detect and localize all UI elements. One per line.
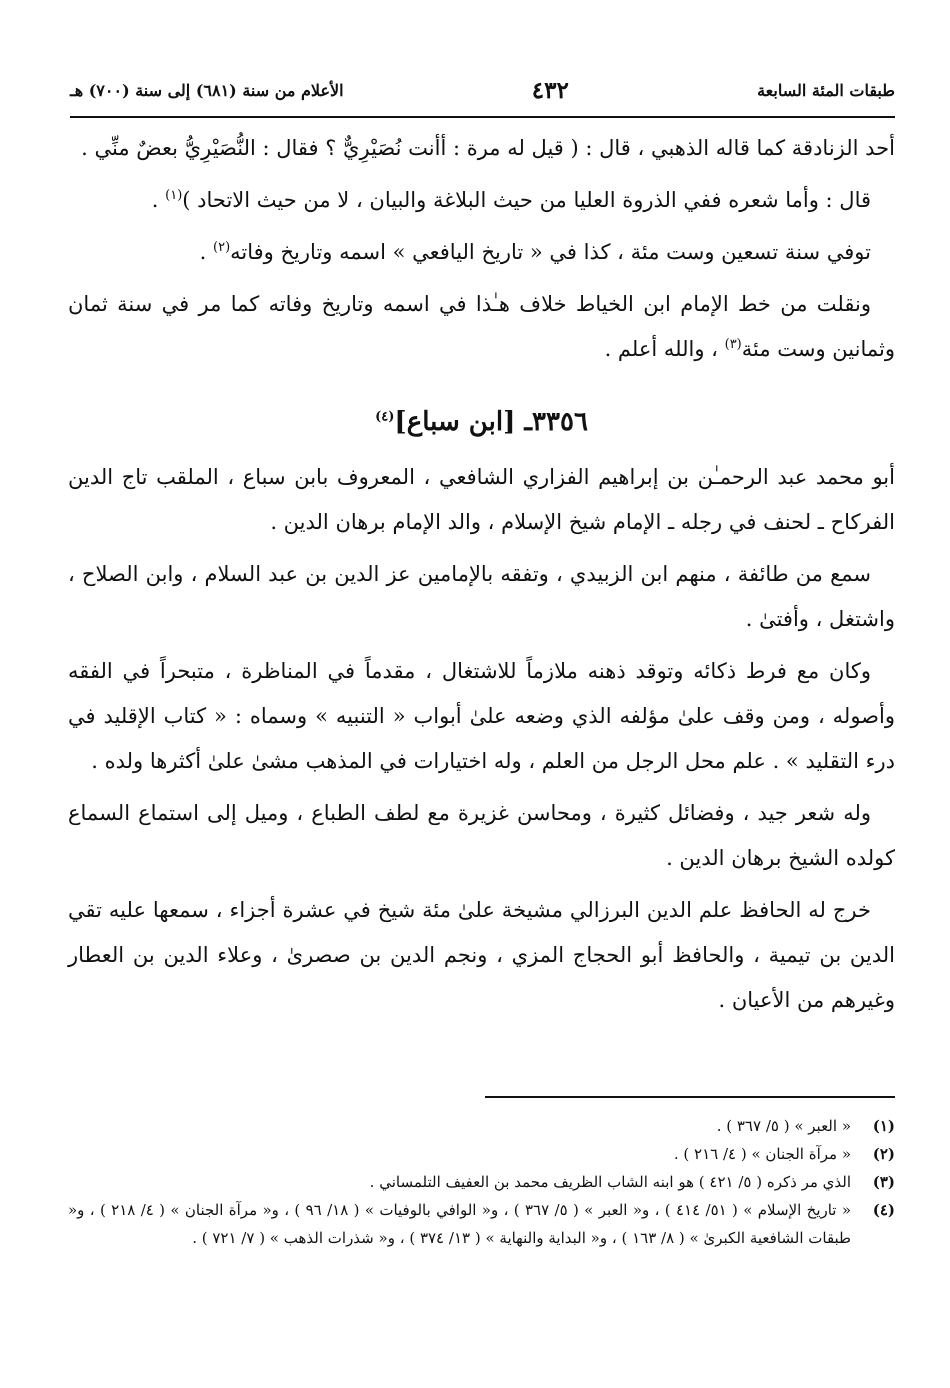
paragraph-end: . (199, 240, 213, 264)
paragraph-end: . (151, 188, 166, 212)
footnote-ref: (٤) (375, 409, 395, 425)
header-period-title: الأعلام من سنة (٦٨١) إلى سنة (٧٠٠) هـ (70, 80, 344, 100)
footnote-text: « تاريخ الإسلام » ( ٥١/ ٤١٤ ) ، و« العبر » ( ٥/ ٣٦٧ ) ، و« الوافي بالوفيات » ( ١٨/ ٩٦ ) ، و« مرآة الجنان » ( ٤/ ٢١٨ ) ، و« طبقات الشافعية الكبرىٰ » ( ٨/ ١٦٣ ) ، و« البداية والنهاية » ( ١٣/ ٣٧٤ ) ، و« شذرات الذهب » ( ٧/ ٧٢١ ) . (68, 1201, 852, 1247)
paragraph (68, 230, 895, 275)
footnotes (68, 1112, 895, 1252)
footnote-number: (١) (872, 1117, 895, 1135)
footnote-number: (٤) (872, 1201, 895, 1219)
footnote (68, 1168, 895, 1196)
footnote-text: الذي مر ذكره ( ٥/ ٤٢١ ) هو ابنه الشاب الظريف محمد بن العفيف التلمساني . (369, 1173, 851, 1191)
footnote-ref: (٢) (213, 240, 231, 255)
entry-heading (68, 400, 895, 445)
footnote (68, 1112, 895, 1140)
paragraph: أحد الزنادقة كما قاله الذهبي ، قال : ( قيل له مرة : أأنت نُصَيْرِيٌّ ؟ فقال : النُّصَيْرِيُّ بعضٌ منِّي . (81, 136, 895, 160)
paragraph-text: قال : وأما شعره ففي الذروة العليا من حيث البلاغة والبيان ، لا من حيث الاتحاد ) (182, 188, 871, 212)
page-number: ٤٣٢ (531, 76, 569, 104)
paragraph: وله شعر جيد ، وفضائل كثيرة ، ومحاسن غزيرة مع لطف الطباع ، وميل إلى استماع السماع كولده الشيخ برهان الدين . (68, 801, 895, 870)
paragraph: سمع من طائفة ، منهم ابن الزبيدي ، وتفقه بالإمامين عز الدين بن عبد السلام ، وابن الصلاح ، واشتغل ، وأفتىٰ . (68, 562, 895, 631)
footnote-divider (485, 1096, 895, 1098)
footnote-number: (٣) (872, 1173, 895, 1191)
footnote-ref: (١) (165, 188, 183, 203)
main-text (68, 126, 895, 1030)
footnote-number: (٢) (872, 1145, 895, 1163)
paragraph: أبو محمد عبد الرحمـٰن بن إبراهيم الفزاري الشافعي ، المعروف بابن سباع ، الملقب تاج الدين الفركاح ـ لحنف في رجله ـ الإمام شيخ الإسلام ، والد الإمام برهان الدين . (68, 465, 895, 534)
running-header (70, 70, 895, 118)
paragraph-text: ونقلت من خط الإمام ابن الخياط خلاف هـٰذا في اسمه وتاريخ وفاته كما مر في سنة ثمان وثمانين وست مئة (68, 292, 895, 361)
header-section-title: طبقات المئة السابعة (757, 80, 895, 100)
paragraph (68, 282, 895, 372)
paragraph: وكان مع فرط ذكائه وتوقد ذهنه ملازماً للاشتغال ، مقدماً في المناظرة ، متبحراً في الفقه وأصوله ، ومن وقف علىٰ مؤلفه الذي وضعه علىٰ أبواب « التنبيه » وسماه : « كتاب الإقليد في درء التقليد » . علم محل الرجل من العلم ، وله اختيارات في المذهب مشىٰ علىٰ أكثرها ولده . (68, 659, 895, 773)
footnote (68, 1140, 895, 1168)
paragraph-text: توفي سنة تسعين وست مئة ، كذا في « تاريخ اليافعي » اسمه وتاريخ وفاته (230, 240, 871, 264)
footnote-text: « مرآة الجنان » ( ٤/ ٢١٦ ) . (673, 1145, 851, 1163)
paragraph (68, 178, 895, 223)
paragraph-end: ، والله أعلم . (604, 337, 725, 361)
entry-title-text: ٣٣٥٦ـ [ابن سباع] (394, 407, 588, 437)
footnote-ref: (٣) (724, 337, 742, 352)
footnote-text: « العبر » ( ٥/ ٣٦٧ ) . (716, 1117, 851, 1135)
paragraph: خرج له الحافظ علم الدين البرزالي مشيخة علىٰ مئة شيخ في عشرة أجزاء ، سمعها عليه تقي الدين بن تيمية ، والحافظ أبو الحجاج المزي ، ونجم الدين بن صصرىٰ ، وعلاء الدين بن العطار وغيرهم من الأعيان . (68, 898, 895, 1012)
footnote (68, 1196, 895, 1252)
